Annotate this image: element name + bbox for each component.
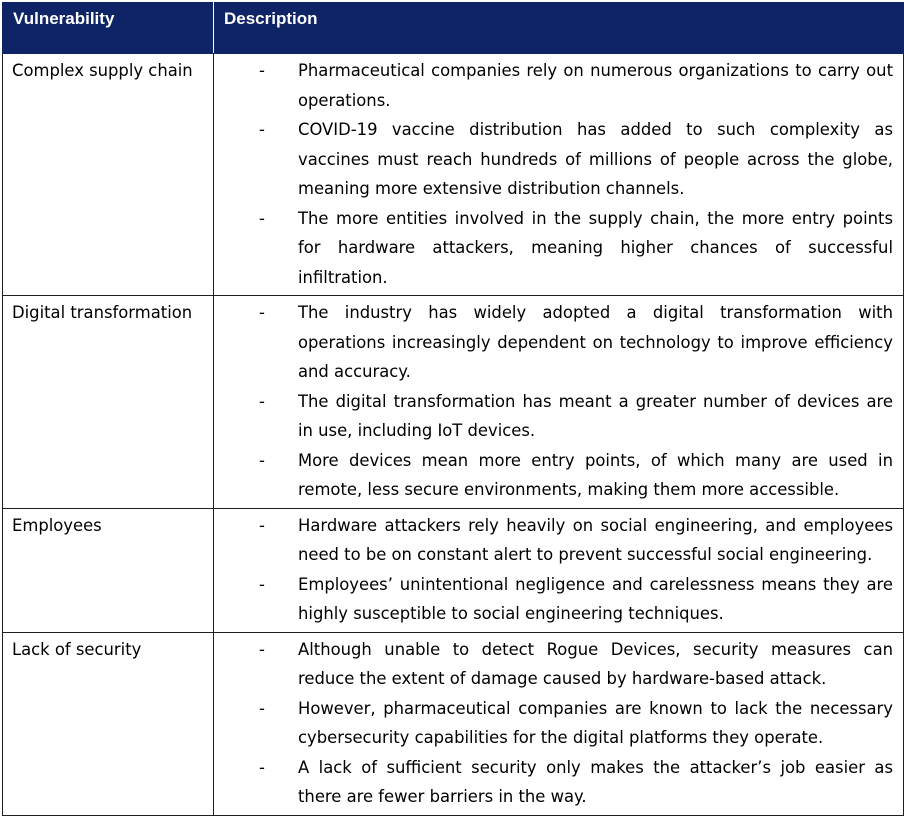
bullet-text: Although unable to detect Rogue Devices, security measures can reduce the extent of damage caused by hardware-based attack. [298, 639, 893, 688]
list-item [214, 753, 893, 812]
bullet-text: Pharmaceutical companies rely on numerous organizations to carry out operations. [298, 61, 893, 110]
list-item [214, 635, 893, 694]
dash-bullet: - [259, 450, 265, 470]
list-item [214, 56, 893, 115]
bullet-text: The industry has widely adopted a digital transformation with operations increasingly dependent on technology to improve efficiency and accuracy. [298, 303, 893, 381]
dash-bullet: - [259, 757, 265, 777]
list-item [214, 204, 893, 293]
vulnerability-table [2, 2, 904, 816]
bullet-text: A lack of sufficient security only makes the attacker’s job easier as there are fewer barriers in the way. [298, 757, 893, 806]
table-row [3, 54, 904, 296]
list-item [214, 694, 893, 753]
list-item [214, 387, 893, 446]
dash-bullet: - [259, 391, 265, 411]
description-cell [214, 508, 904, 632]
vulnerability-cell: Employees [3, 508, 214, 632]
list-item [214, 446, 893, 505]
description-cell [214, 296, 904, 509]
dash-bullet: - [259, 208, 265, 228]
table-row [3, 632, 904, 815]
description-list [214, 511, 893, 629]
bullet-text: COVID-19 vaccine distribution has added to such complexity as vaccines must reach hundreds of millions of people across the globe, meaning more extensive distribution channels. [298, 120, 893, 198]
dash-bullet: - [259, 698, 265, 718]
dash-bullet: - [259, 515, 265, 535]
description-cell [214, 54, 904, 296]
bullet-text: However, pharmaceutical companies are known to lack the necessary cybersecurity capabilities for the digital platforms they operate. [298, 698, 893, 747]
list-item [214, 115, 893, 204]
bullet-text: The more entities involved in the supply chain, the more entry points for hardware attackers, meaning higher chances of successful infiltration. [298, 208, 893, 287]
dash-bullet: - [259, 303, 265, 322]
header-row [3, 3, 904, 54]
dash-bullet: - [259, 574, 265, 594]
description-list [214, 298, 893, 505]
vulnerability-cell: Lack of security [3, 632, 214, 815]
bullet-text: Hardware attackers rely heavily on social engineering, and employees need to be on constant alert to prevent successful social engineering. [298, 515, 893, 564]
table-row [3, 296, 904, 509]
list-item [214, 298, 893, 387]
table-row [3, 508, 904, 632]
dash-bullet: - [259, 61, 265, 80]
description-list [214, 56, 893, 292]
description-cell [214, 632, 904, 815]
bullet-text: Employees’ unintentional negligence and carelessness means they are highly susceptible to social engineering techniques. [298, 574, 893, 623]
header-description: Description [214, 3, 904, 54]
vulnerability-cell: Complex supply chain [3, 54, 214, 296]
header-vulnerability: Vulnerability [3, 3, 214, 54]
description-list [214, 635, 893, 812]
bullet-text: More devices mean more entry points, of which many are used in remote, less secure environments, making them more accessible. [298, 450, 893, 499]
bullet-text: The digital transformation has meant a greater number of devices are in use, including IoT devices. [298, 391, 893, 440]
list-item [214, 570, 893, 629]
dash-bullet: - [259, 120, 265, 139]
vulnerability-cell: Digital transformation [3, 296, 214, 509]
list-item [214, 511, 893, 570]
dash-bullet: - [259, 639, 265, 659]
